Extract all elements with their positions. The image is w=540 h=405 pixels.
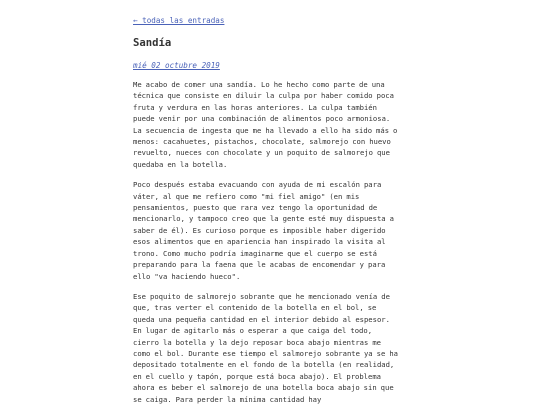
back-to-all-entries-link[interactable]: ← todas las entradas [133, 16, 225, 25]
post-title: Sandía [133, 37, 172, 49]
post-paragraph: Me acabo de comer una sandía. Lo he hecho como parte de una técnica que consiste en diluir la culpa por haber comido poca fruta y verdura en las horas anteriores. La culpa también puede venir por una combinación de alimentos poco armoniosa. La secuencia de ingesta que me ha llevado a ello ha sido más o menos: cacahuetes, pistachos, chocolate, salmorejo con huevo revuelto, nueces con chocolate y un poquito de salmorejo que quedaba en la botella. [133, 80, 398, 169]
post-body [133, 79, 401, 405]
post-paragraph: Poco después estaba evacuando con ayuda de mi escalón para váter, al que me refiero como "mi fiel amigo" (en mis pensamientos, puesto que rara vez tengo la oportunidad de mencionarlo, y tampoco creo que la gente esté muy dispuesta a saber de él). Es curioso porque es imposible haber digerido esos alimentos que en apariencia han inspirado la visita al trono. Como mucho podría imaginarme que el cuerpo se está preparando para la faena que le acabas de encomendar y para ello "va haciendo hueco". [133, 180, 394, 281]
post-paragraph: Ese poquito de salmorejo sobrante que he mencionado venía de que, tras verter el contenido de la botella en el bol, se queda una pequeña cantidad en el interior debido al espesor. En lugar de agitarlo más o esperar a que caiga del todo, cierro la botella y la dejo reposar boca abajo mientras me como el bol. Durante ese tiempo el salmorejo sobrante ya se ha depositado totalmente en el fondo de la botella (en realidad, en el cuello y tapón, porque está boca abajo). El problema ahora es beber el salmorejo de una botella boca abajo sin que se caiga. Para perder la mínima cantidad hay [133, 291, 398, 404]
post-date-link[interactable]: mié 02 octubre 2019 [133, 61, 220, 70]
